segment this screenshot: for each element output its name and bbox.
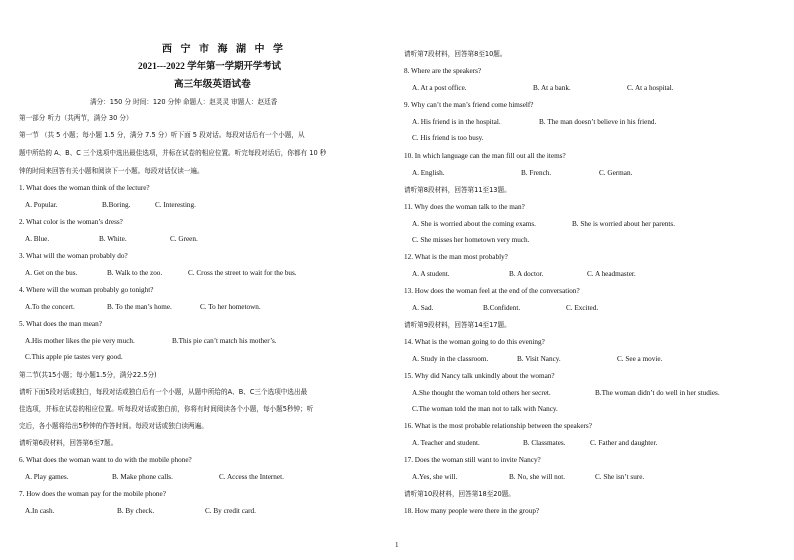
question-5: 5. What does the man mean? (19, 320, 102, 328)
sec1-line-3: 钟的时间来回答有关小题和阅读下一小题。每段对话仅读一遍。 (19, 167, 204, 175)
q6-option-c[interactable]: C. Access the Internet. (219, 473, 284, 481)
q12-option-c[interactable]: C. A headmaster. (587, 270, 636, 278)
q3-option-c[interactable]: C. Cross the street to wait for the bus. (188, 269, 297, 277)
q8-option-a[interactable]: A. At a post office. (412, 84, 467, 92)
q14-option-a[interactable]: A. Study in the classroom. (412, 355, 489, 363)
question-8: 8. Where are the speakers? (404, 67, 482, 75)
q7-option-c[interactable]: C. By credit card. (205, 507, 256, 515)
q2-option-c[interactable]: C. Green. (170, 235, 198, 243)
q4-option-c[interactable]: C. To her hometown. (200, 303, 261, 311)
q5-option-b[interactable]: B.This pie can’t match his mother’s. (172, 337, 277, 345)
question-11: 11. Why does the woman talk to the man? (404, 203, 525, 211)
q13-option-b[interactable]: B.Confident. (483, 304, 521, 312)
sec1-line-1: 第一节 （共 5 小题；每小题 1.5 分，满分 7.5 分）听下面 5 段对话。每段对话后有一个小题，从 (19, 131, 305, 139)
q1-option-a[interactable]: A. Popular. (25, 201, 58, 209)
question-1: 1. What does the woman think of the lecture? (19, 184, 150, 192)
school-name: 西 宁 市 海 湖 中 学 (162, 44, 286, 55)
q9-option-a[interactable]: A. His friend is in the hospital. (412, 118, 501, 126)
q5-option-a[interactable]: A.His mother likes the pie very much. (25, 337, 135, 345)
question-14: 14. What is the woman going to do this evening? (404, 338, 545, 346)
q4-option-a[interactable]: A.To the concert. (25, 303, 75, 311)
q3-option-a[interactable]: A. Get on the bus. (25, 269, 78, 277)
q14-option-c[interactable]: C. See a movie. (617, 355, 663, 363)
q15-option-a[interactable]: A.She thought the woman told others her secret. (412, 389, 551, 397)
sec2-title: 第二节(共15小题；每小题1.5分，满分22.5分) (19, 371, 157, 379)
question-9: 9. Why can’t the man’s friend come himself? (404, 101, 534, 109)
q17-option-a[interactable]: A.Yes, she will. (412, 473, 458, 481)
question-2: 2. What color is the woman’s dress? (19, 218, 123, 226)
question-10: 10. In which language can the man fill out all the items? (404, 152, 566, 160)
question-6: 6. What does the woman want to do with the mobile phone? (19, 456, 192, 464)
q16-option-c[interactable]: C. Father and daughter. (590, 439, 658, 447)
exam-title: 2021---2022 学年第一学期开学考试 (138, 62, 281, 72)
q9-option-b[interactable]: B. The man doesn’t believe in his friend. (539, 118, 657, 126)
question-7: 7. How does the woman pay for the mobile phone? (19, 490, 166, 498)
q7-option-a[interactable]: A.In cash. (25, 507, 55, 515)
q8-option-c[interactable]: C. At a hospital. (627, 84, 674, 92)
page-number: 1 (395, 541, 399, 549)
q8-option-b[interactable]: B. At a bank. (533, 84, 571, 92)
q14-option-b[interactable]: B. Visit Nancy. (517, 355, 561, 363)
part1-title: 第一部分 听力（共两节，满分 30 分） (19, 114, 133, 122)
q13-option-c[interactable]: C. Excited. (566, 304, 599, 312)
exam-meta: 满分：150 分 时间：120 分钟 命题人：赵灵灵 审题人：赵廷香 (90, 98, 278, 106)
q3-option-b[interactable]: B. Walk to the zoo. (107, 269, 163, 277)
q15-option-b[interactable]: B.The woman didn’t do well in her studies. (595, 389, 720, 397)
q6-option-b[interactable]: B. Make phone calls. (112, 473, 173, 481)
q10-option-b[interactable]: B. French. (521, 169, 552, 177)
material-7: 请听第7段材料，回答第8至10题。 (404, 50, 507, 58)
q2-option-a[interactable]: A. Blue. (25, 235, 50, 243)
q11-option-a[interactable]: A. She is worried about the coming exams. (412, 220, 536, 228)
material-8: 请听第8段材料，回答第11至13题。 (404, 186, 511, 194)
q5-option-c[interactable]: C.This apple pie tastes very good. (25, 353, 123, 361)
q6-option-a[interactable]: A. Play games. (25, 473, 69, 481)
q17-option-b[interactable]: B. No, she will not. (509, 473, 566, 481)
question-3: 3. What will the woman probably do? (19, 252, 128, 260)
question-18: 18. How many people were there in the group? (404, 507, 540, 515)
question-12: 12. What is the man most probably? (404, 253, 508, 261)
subject-title: 高三年级英语试卷 (174, 79, 251, 90)
q11-option-b[interactable]: B. She is worried about her parents. (572, 220, 675, 228)
q12-option-b[interactable]: B. A doctor. (509, 270, 544, 278)
q15-option-c[interactable]: C.The woman told the man not to talk with Nancy. (412, 405, 558, 413)
q17-option-c[interactable]: C. She isn’t sure. (595, 473, 645, 481)
q16-option-a[interactable]: A. Teacher and student. (412, 439, 480, 447)
sec2-line-3: 完后，各小题将给出5秒钟的作答时间。每段对话或独白读两遍。 (19, 422, 208, 430)
q16-option-b[interactable]: B. Classmates. (523, 439, 566, 447)
q2-option-b[interactable]: B. White. (99, 235, 127, 243)
sec1-line-2: 题中所给的 A、B、C 三个选项中选出最佳选项，并标在试卷的相应位置。听完每段对话后，你都有 10 秒 (19, 149, 327, 157)
q7-option-b[interactable]: B. By check. (117, 507, 155, 515)
question-17: 17. Does the woman still want to invite Nancy? (404, 456, 541, 464)
question-15: 15. Why did Nancy talk unkindly about the woman? (404, 372, 555, 380)
q1-option-c[interactable]: C. Interesting. (155, 201, 196, 209)
question-13: 13. How does the woman feel at the end of the conversation? (404, 287, 580, 295)
q4-option-b[interactable]: B. To the man’s home. (107, 303, 172, 311)
question-16: 16. What is the most probable relationship between the speakers? (404, 422, 592, 430)
material-9: 请听第9段材料，回答第14至17题。 (404, 321, 511, 329)
sec2-line-1: 请听下面5段对话或独白，每段对话或独白后有一个小题，从题中所给的A、B、C三个选项中选出最 (19, 388, 308, 396)
q11-option-c[interactable]: C. She misses her hometown very much. (412, 236, 530, 244)
q12-option-a[interactable]: A. A student. (412, 270, 450, 278)
material-10: 请听第10段材料，回答第18至20题。 (404, 490, 515, 498)
q13-option-a[interactable]: A. Sad. (412, 304, 434, 312)
q9-option-c[interactable]: C. His friend is too busy. (412, 134, 484, 142)
sec2-line-2: 佳选项，并标在试卷的相应位置。听每段对话或独白前，你将有时间阅读各个小题，每小题5秒钟；听 (19, 405, 314, 413)
q10-option-c[interactable]: C. German. (599, 169, 633, 177)
question-4: 4. Where will the woman probably go tonight? (19, 286, 154, 294)
q10-option-a[interactable]: A. English. (412, 169, 445, 177)
q1-option-b[interactable]: B.Boring. (102, 201, 131, 209)
material-6: 请听第6段材料，回答第6至7题。 (19, 439, 118, 447)
